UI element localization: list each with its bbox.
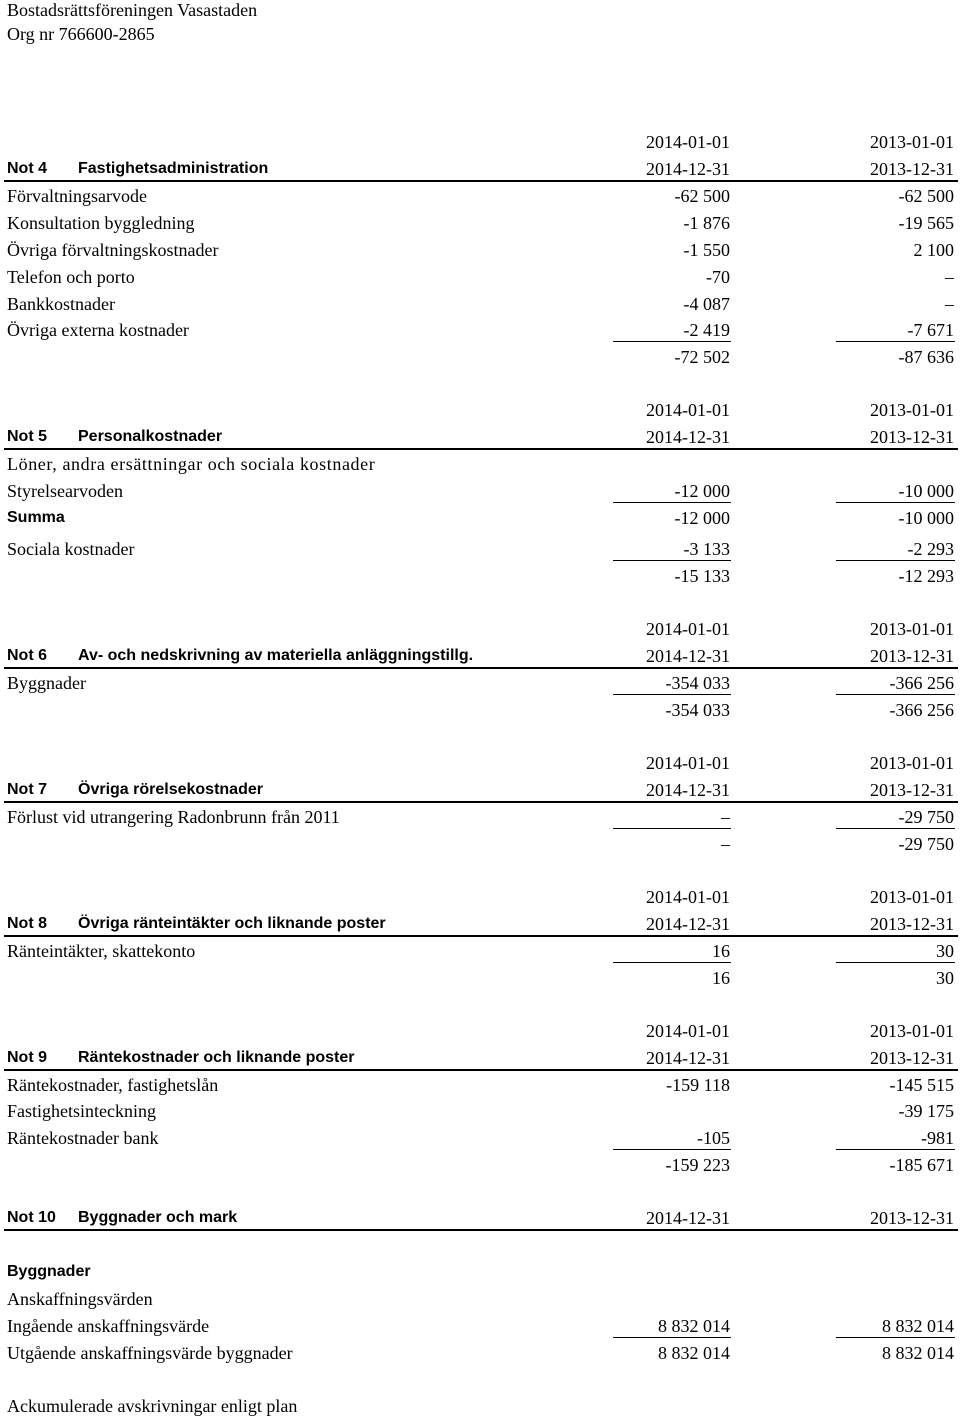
value-2014: -3 133 (683, 539, 730, 559)
period-start-2014: 2014-01-01 (646, 753, 730, 773)
total-2013: -29 750 (898, 834, 954, 854)
header-rule (4, 801, 958, 803)
total-2014: -15 133 (674, 566, 730, 586)
subtotal-rule-2013 (836, 341, 955, 342)
period-end-2014: 2014-12-31 (646, 427, 730, 447)
row-label: Konsultation byggledning (7, 213, 195, 233)
row-label: Byggnader (7, 673, 86, 693)
period-start-2013: 2013-01-01 (870, 619, 954, 639)
value-2013: -7 671 (907, 320, 954, 340)
note-number: Not 7 (7, 781, 47, 798)
note-title: Fastighetsadministration (78, 160, 269, 177)
header-rule (4, 667, 958, 669)
row-label: Övriga externa kostnader (7, 320, 189, 340)
period-end-2014: 2014-12-31 (646, 1208, 730, 1228)
value-2013: -10 000 (898, 481, 954, 501)
value-2014: -354 033 (665, 673, 730, 693)
value-2013: 2 100 (913, 240, 954, 260)
period-end-2014: 2014-12-31 (646, 914, 730, 934)
note-title: Övriga ränteintäkter och liknande poster (78, 915, 386, 932)
period-end-2014: 2014-12-31 (646, 159, 730, 179)
value-2013: -29 750 (898, 807, 954, 827)
period-end-2013: 2013-12-31 (870, 1208, 954, 1228)
note-title: Övriga rörelsekostnader (78, 781, 263, 798)
summa-2013: -10 000 (898, 508, 954, 528)
row-label: Ingående anskaffningsvärde (7, 1316, 210, 1336)
total-2013: -185 671 (889, 1155, 954, 1175)
subtotal-rule-2013 (836, 502, 955, 503)
subtotal-rule-2014 (613, 560, 731, 561)
value-2014: -159 118 (666, 1075, 730, 1095)
row-label: Ränteintäkter, skattekonto (7, 941, 196, 961)
period-start-2014: 2014-01-01 (646, 132, 730, 152)
total-2014: 16 (712, 968, 730, 988)
header-rule (4, 1069, 958, 1071)
value-2014: -2 419 (683, 320, 730, 340)
note-number: Not 4 (7, 160, 47, 177)
value-2014: -1 550 (683, 240, 730, 260)
value-2013: -62 500 (898, 186, 954, 206)
value-2014: -62 500 (674, 186, 730, 206)
subtotal-rule-2014 (613, 502, 731, 503)
subtotal-rule-2014 (613, 1337, 731, 1338)
note-title: Räntekostnader och liknande poster (78, 1049, 355, 1066)
note-number: Not 9 (7, 1049, 47, 1066)
note-title: Byggnader och mark (78, 1209, 238, 1226)
subtotal-rule-2014 (613, 828, 731, 829)
subheading: Anskaffningsvärden (7, 1289, 153, 1309)
subtotal-rule-2013 (836, 962, 955, 963)
value-2014: -4 087 (683, 294, 730, 314)
org-name: Bostadsrättsföreningen Vasastaden (7, 0, 258, 20)
total-2013: 30 (936, 968, 954, 988)
period-end-2013: 2013-12-31 (870, 646, 954, 666)
total-2014: -159 223 (665, 1155, 730, 1175)
period-end-2014: 2014-12-31 (646, 1048, 730, 1068)
row-label: Styrelsearvoden (7, 481, 123, 501)
period-start-2014: 2014-01-01 (646, 619, 730, 639)
row-label: Sociala kostnader (7, 539, 135, 559)
subtotal-rule-2013 (836, 694, 955, 695)
row-label: Utgående anskaffningsvärde byggnader (7, 1343, 293, 1363)
value-2013: 8 832 014 (882, 1316, 954, 1336)
period-end-2013: 2013-12-31 (870, 159, 954, 179)
period-start-2014: 2014-01-01 (646, 1021, 730, 1041)
value-2014: 16 (712, 941, 730, 961)
period-start-2013: 2013-01-01 (870, 132, 954, 152)
subtotal-rule-2013 (836, 1149, 955, 1150)
value-2014: 8 832 014 (658, 1316, 730, 1336)
note-title: Personalkostnader (78, 428, 223, 445)
ackumulerade-heading: Ackumulerade avskrivningar enligt plan (7, 1396, 298, 1416)
subheading: Löner, andra ersättningar och sociala kostnader (7, 454, 376, 474)
value-2013: -145 515 (889, 1075, 954, 1095)
period-end-2013: 2013-12-31 (870, 1048, 954, 1068)
value-2014: -70 (706, 267, 730, 287)
period-end-2013: 2013-12-31 (870, 780, 954, 800)
subtotal-rule-2014 (613, 694, 731, 695)
subtotal-rule-2013 (836, 560, 955, 561)
row-label: Räntekostnader bank (7, 1128, 159, 1148)
header-rule (4, 935, 958, 937)
summa-label: Summa (7, 509, 65, 526)
note-title: Av- och nedskrivning av materiella anläggningstillg. (78, 647, 474, 664)
note-number: Not 8 (7, 915, 47, 932)
value-2013: -39 175 (898, 1101, 954, 1121)
subtotal-rule-2013 (836, 1337, 955, 1338)
value-2013: 8 832 014 (882, 1343, 954, 1363)
value-2013: -366 256 (889, 673, 954, 693)
section-heading: Byggnader (7, 1263, 91, 1280)
row-label: Förlust vid utrangering Radonbrunn från 2011 (7, 807, 340, 827)
header-rule (4, 180, 958, 182)
period-end-2013: 2013-12-31 (870, 914, 954, 934)
note-number: Not 10 (7, 1209, 56, 1226)
subtotal-rule-2014 (613, 1149, 731, 1150)
value-2014: -1 876 (683, 213, 730, 233)
period-end-2014: 2014-12-31 (646, 780, 730, 800)
value-2013: – (945, 294, 954, 314)
row-label: Telefon och porto (7, 267, 135, 287)
period-start-2014: 2014-01-01 (646, 887, 730, 907)
row-label: Bankkostnader (7, 294, 115, 314)
note-number: Not 6 (7, 647, 47, 664)
row-label: Övriga förvaltningskostnader (7, 240, 219, 260)
header-rule (4, 448, 958, 450)
total-2014: – (721, 834, 730, 854)
period-start-2013: 2013-01-01 (870, 887, 954, 907)
total-2013: -12 293 (898, 566, 954, 586)
value-2014: -12 000 (674, 481, 730, 501)
value-2014: – (721, 807, 730, 827)
summa-2014: -12 000 (674, 508, 730, 528)
header-rule (4, 1229, 958, 1231)
period-start-2013: 2013-01-01 (870, 400, 954, 420)
value-2013: – (945, 267, 954, 287)
subtotal-rule-2013 (836, 828, 955, 829)
total-2014: -354 033 (665, 700, 730, 720)
total-2013: -87 636 (898, 347, 954, 367)
period-start-2014: 2014-01-01 (646, 400, 730, 420)
note-number: Not 5 (7, 428, 47, 445)
row-label: Fastighetsinteckning (7, 1101, 156, 1121)
period-start-2013: 2013-01-01 (870, 1021, 954, 1041)
value-2013: 30 (936, 941, 954, 961)
value-2014: -105 (697, 1128, 730, 1148)
value-2013: -981 (921, 1128, 954, 1148)
subtotal-rule-2014 (613, 341, 731, 342)
period-start-2013: 2013-01-01 (870, 753, 954, 773)
value-2013: -19 565 (898, 213, 954, 233)
org-number: Org nr 766600-2865 (7, 24, 155, 44)
row-label: Förvaltningsarvode (7, 186, 147, 206)
row-label: Räntekostnader, fastighetslån (7, 1075, 219, 1095)
value-2014: 8 832 014 (658, 1343, 730, 1363)
total-2013: -366 256 (889, 700, 954, 720)
total-2014: -72 502 (674, 347, 730, 367)
subtotal-rule-2014 (613, 962, 731, 963)
value-2013: -2 293 (907, 539, 954, 559)
period-end-2013: 2013-12-31 (870, 427, 954, 447)
period-end-2014: 2014-12-31 (646, 646, 730, 666)
